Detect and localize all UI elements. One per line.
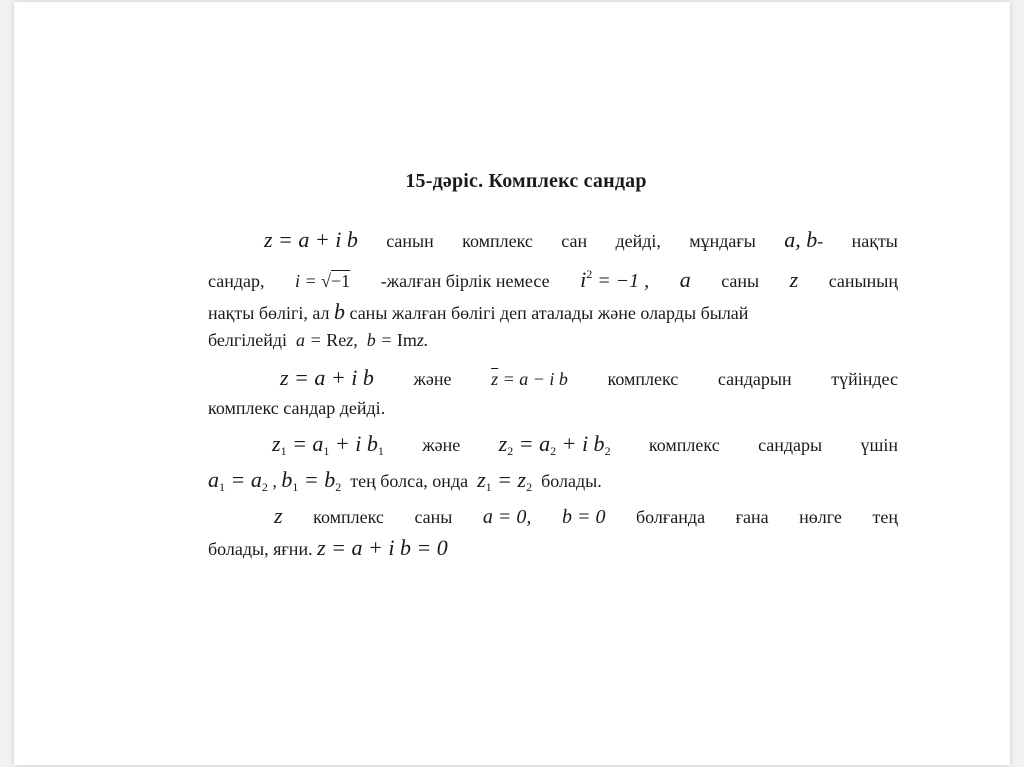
text: сандар, xyxy=(208,271,265,291)
text: дейді, xyxy=(615,231,661,251)
formula-z-conjugate: $\overline{z} = a - i$ b xyxy=(491,369,568,389)
text: болады, яғни. xyxy=(208,539,313,559)
paragraph-line-7 xyxy=(272,432,898,463)
text: тең болса, онда xyxy=(350,471,469,491)
formula-i-def: i = √−1 xyxy=(294,271,351,291)
text: -жалған бірлік немесе xyxy=(380,271,550,291)
formula-z-def: z = a + i b xyxy=(264,227,358,252)
paragraph-line-1 xyxy=(264,228,898,253)
text: белгілейді xyxy=(208,330,288,350)
paragraph-line-3 xyxy=(208,300,898,325)
formula-a-b: a, b xyxy=(784,227,818,252)
formula-a-zero: a = 0, xyxy=(482,506,532,528)
text: санының xyxy=(828,271,898,291)
text: комплекс xyxy=(607,369,679,389)
text: болады. xyxy=(541,471,602,491)
text: сандарын xyxy=(717,369,792,389)
formula-z-zero: z = a + i b = 0 xyxy=(317,535,448,560)
paragraph-line-10 xyxy=(208,536,898,561)
formula-a: a xyxy=(679,267,691,292)
formula-b-equal: $b_1 = b_2$ xyxy=(281,467,342,494)
paragraph-line-9 xyxy=(274,504,898,529)
paragraph-line-6 xyxy=(208,396,898,420)
formula-z: z xyxy=(789,267,799,292)
text: және xyxy=(422,435,461,455)
paragraph-line-2 xyxy=(208,262,898,293)
text: комплекс xyxy=(648,435,720,455)
text: тең xyxy=(872,507,898,527)
formula-z2: $z_2 = a_2 + i$ $b_2$ xyxy=(498,431,611,458)
text: нақты xyxy=(851,231,898,251)
text: сандары xyxy=(758,435,823,455)
formula-b-zero: b = 0 xyxy=(561,506,606,528)
text: комплекс xyxy=(462,231,533,251)
formula-z-equal: $z_1 = z_2$ xyxy=(477,467,533,494)
text: - xyxy=(817,231,824,251)
text: болғанда xyxy=(636,507,706,527)
text: ғана xyxy=(735,507,769,527)
text: саны xyxy=(721,271,760,291)
text: саны xyxy=(414,507,453,527)
paragraph-line-8 xyxy=(208,468,898,499)
formula-z: z xyxy=(274,503,283,528)
text: үшін xyxy=(860,435,898,455)
text: нақты бөлігі, ал xyxy=(208,303,330,323)
formula-a-equal: $a_1 = a_2$ , xyxy=(208,467,277,494)
paragraph-line-5 xyxy=(280,366,898,391)
text: нөлге xyxy=(799,507,842,527)
slide xyxy=(14,2,1010,765)
slide-title: 15-дәріс. Комплекс сандар xyxy=(405,170,647,192)
formula-z1: $z_1 = a_1 + i$ $b_1$ xyxy=(272,431,384,458)
formula-re: a = Rez, xyxy=(296,330,358,350)
text: түйіндес xyxy=(831,369,898,389)
text: комплекс xyxy=(313,507,384,527)
text: комплекс сандар дейді. xyxy=(208,398,386,418)
text: және xyxy=(413,369,452,389)
formula-i-squared: $i^2 = -1$ , xyxy=(580,267,650,292)
formula-im: b = Imz. xyxy=(366,330,429,350)
text: саны жалған бөлігі деп аталады және оларды былай xyxy=(349,303,749,323)
paragraph-line-4 xyxy=(208,328,898,352)
formula-b: b xyxy=(333,299,345,324)
text: мұндағы xyxy=(689,231,756,251)
text: сан xyxy=(561,231,588,251)
formula-z: z = a + i b xyxy=(280,365,374,390)
text: санын xyxy=(386,231,434,251)
